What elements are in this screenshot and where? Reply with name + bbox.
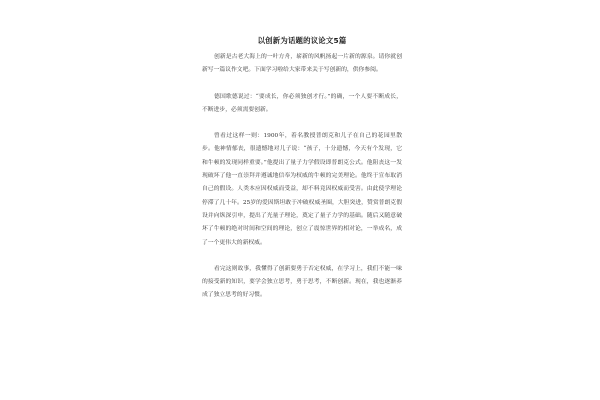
paragraph-intro: 创新是古老大海上的一叶方舟，崭新的风帆扬起一片新的源泉。请你就创新写一篇议作文吧。下面学习啦给大家带来关于写创新的，供你参阅。 — [202, 54, 402, 74]
article-title: 以创新为话题的议论文5篇 — [257, 36, 347, 45]
paragraph-goethe-quote: 德国歌德说过：“要成长，你必须独创才行。”的确，一个人要不断成长，不断进步，必须需要创新。 — [202, 93, 402, 113]
paragraph-planck-story: 曾看过这样一则：1900年，着名教授普朗克和儿子在自己的花园里散步。他神情郁丧，很遗憾地对儿子说：“孩子，十分遗憾，今天有个发现，它和牛顿的发现同样重要。”他提出了量子力学假设即普朗克公式。他阻丧这一发现破坏了他一直崇拜并遵诚地信奉为权威的牛顿的完美理论。他终于宣布取消自己的假设。人类本应因权威而受益，却不料竟因权威而受害。由此使学理论停滞了几十年。25岁的爱因斯坦敢于冲破权威圣圈，大胆突进，赞赏普朗克假设并向纵深引申，提出了光量子理论，奠定了量子力学的基础。随后又随意破坏了牛顿的绝对时间和空间的理论，创立了震惊世界的相对论，一举成名，成了一个更伟大的新权威。 — [202, 133, 402, 246]
article-body — [202, 36, 402, 303]
paragraph-conclusion: 看完这则故事，我懂得了创新要勇于否定权威，在学习上，我们不能一味的接受新的知识，要学会独立思考，勇于思考，不断创新。现在，我也逐渐养成了独立思考的好习惯。 — [202, 265, 402, 299]
